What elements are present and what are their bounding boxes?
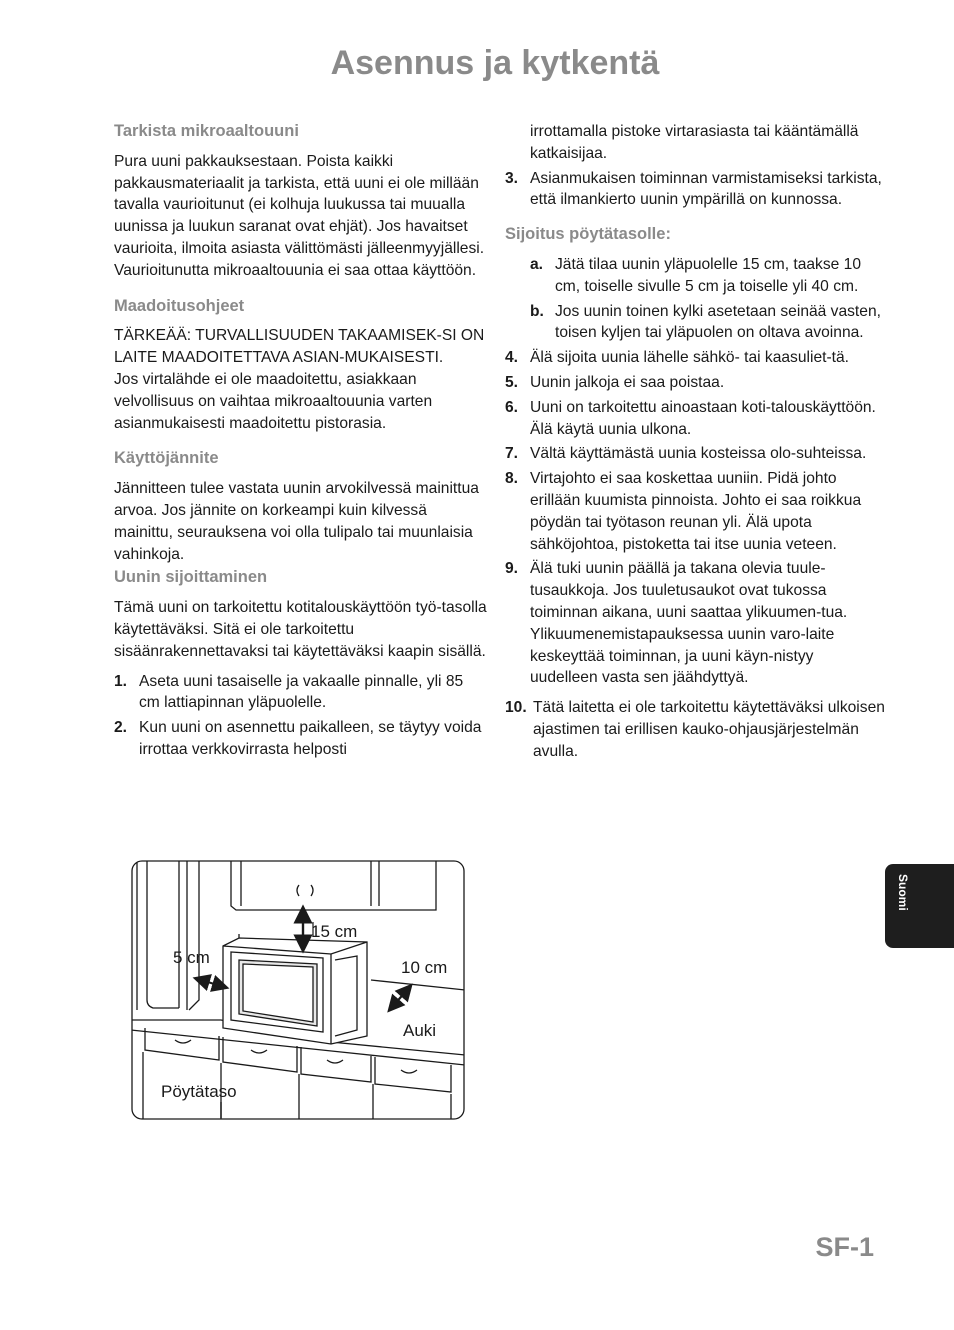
item-number: 2. (114, 719, 128, 737)
label-open-side: Auki (403, 1021, 437, 1040)
list-item (505, 443, 885, 465)
countertop-list (505, 347, 885, 762)
label-countertop: Pöytätaso (161, 1082, 237, 1101)
item-text: Älä tuki uunin päällä ja takana olevia tuule-tusaukkoja. Jos tuuletusaukot ovat tukossa toiminnan aikana, uuni saattaa ylikuumen-tua. Ylikuumenemistapauksessa uunin varo-laite keskeyttää toiminnan, ja uuni käyn-nistyy uudelleen vasta sen jäähdyttyä. (530, 560, 848, 687)
item-number: 10. (505, 699, 527, 717)
item-number: 7. (505, 445, 519, 463)
item-letter: a. (530, 255, 544, 273)
list-item (505, 372, 885, 394)
right-column (505, 121, 885, 766)
installation-figure (131, 860, 465, 1120)
section-text-check: Pura uuni pakkauksestaan. Poista kaikki pakkausmateriaalit ja tarkista, että uuni ei ole millään tavalla vaurioitunut (ei kolhuja luukussa tai muualla uunissa ja luukun saranat ovat ehjät). Jos havaitset vaurioita, ilmoita asiasta välittömästi jälleenmyyjällesi. Vaurioitunutta mikroaaltouunia ei saa ottaa käyttöön. (114, 152, 485, 279)
list-item (505, 468, 885, 555)
item-number: 3. (505, 169, 519, 187)
language-tab (885, 864, 954, 948)
label-side-clearance: 5 cm (173, 948, 210, 967)
list-item (114, 717, 488, 761)
item-text: Jos uunin toinen kylki asetetaan seinää vasten, toisen kyljen tai yläpuolen on oltava avoinna. (555, 302, 881, 342)
item-number: 5. (505, 373, 519, 391)
item-text: Asianmukaisen toiminnan varmistamiseksi tarkista, että ilmankierto uunin ympärillä on kunnossa. (530, 169, 882, 209)
item-2-continuation: irrottamalla pistoke virtarasiasta tai kääntämällä katkaisijaa. (530, 123, 859, 162)
item-number: 1. (114, 672, 128, 690)
list-item (505, 347, 885, 369)
item-text: Uuni on tarkoitettu ainoastaan koti-talouskäyttöön. Älä käytä uunia ulkona. (530, 398, 876, 438)
list-item (114, 671, 488, 715)
item-text: Jätä tilaa uunin yläpuolelle 15 cm, taakse 10 cm, toiselle sivulle 5 cm ja toiselle yli 40 cm. (555, 255, 862, 295)
page-title: Asennus ja kytkentä (330, 44, 660, 82)
section-heading-check: Tarkista mikroaaltouuni (114, 122, 299, 140)
list-item-3-wrapper (505, 168, 885, 212)
section-text-voltage: Jännitteen tulee vastata uunin arvokilvessä mainittua arvoa. Jos jännite on korkeampi kuin kilvessä mainittu, seurauksena voi olla tulipalo tai muunlaisia vahinkoja. (114, 480, 479, 563)
list-item (505, 397, 885, 441)
list-item (505, 168, 885, 212)
label-top-clearance: 15 cm (311, 922, 358, 941)
list-item (505, 301, 885, 345)
page-number: SF-1 (815, 1232, 874, 1262)
item-text: Älä sijoita uunia lähelle sähkö- tai kaasuliet-tä. (530, 349, 849, 367)
list-item (505, 697, 885, 762)
countertop-sublist (505, 254, 885, 344)
item-number: 4. (505, 349, 519, 367)
left-column (114, 121, 488, 764)
item-text: Uunin jalkoja ei saa poistaa. (530, 373, 725, 391)
section-heading-voltage: Käyttöjännite (114, 449, 219, 468)
microwave-clearance-illustration (131, 860, 465, 1120)
item-text: Aseta uuni tasaiselle ja vakaalle pinnalle, yli 85 cm lattiapinnan yläpuolelle. (139, 672, 464, 712)
section-heading-countertop: Sijoitus pöytätasolle: (505, 225, 671, 244)
section-text-placement: Tämä uuni on tarkoitettu kotitalouskäyttöön työ-tasolla käytettäväksi. Sitä ei ole tarkoitettu sisäänrakennettavaksi tai käytettäväksi kaapin sisällä. (114, 599, 487, 660)
list-item (505, 254, 885, 298)
item-letter: b. (530, 302, 544, 320)
item-text: Kun uuni on asennettu paikalleen, se täytyy voida irrottaa verkkovirrasta helposti (139, 719, 482, 758)
item-text: Virtajohto ei saa koskettaa uuniin. Pidä johto erillään kuumista pinnoista. Johto ei saa roikkua pöydän tai työtason reunan yli. Älä upota sähköjohtoa, pistoketta tai itse uunia veteen. (530, 470, 862, 553)
label-rear-clearance: 10 cm (401, 958, 448, 977)
grounding-text: Jos virtalähde ei ole maadoitettu, asiakkaan velvollisuus on vaihtaa mikroaaltouunia varten asianmukaisesti maadoitettu pistorasia. (114, 370, 433, 432)
language-tab-label: Suomi (896, 874, 910, 911)
section-heading-placement: Uunin sijoittaminen (114, 568, 268, 587)
placement-list (114, 671, 488, 761)
grounding-warning: TÄRKEÄÄ: TURVALLISUUDEN TAKAAMISEK-SI ON LAITE MAADOITETTAVA ASIAN-MUKAISESTI. (114, 327, 485, 367)
item-text: Tätä laitetta ei ole tarkoitettu käytettäväksi ulkoisen ajastimen tai erillisen kauko-ohjausjärjestelmän avulla. (533, 699, 885, 760)
list-item (505, 558, 885, 689)
item-number: 6. (505, 398, 519, 416)
item-number: 9. (505, 560, 519, 578)
item-text: Vältä käyttämästä uunia kosteissa olo-suhteissa. (530, 445, 867, 463)
section-heading-grounding: Maadoitusohjeet (114, 296, 245, 315)
item-number: 8. (505, 470, 519, 488)
